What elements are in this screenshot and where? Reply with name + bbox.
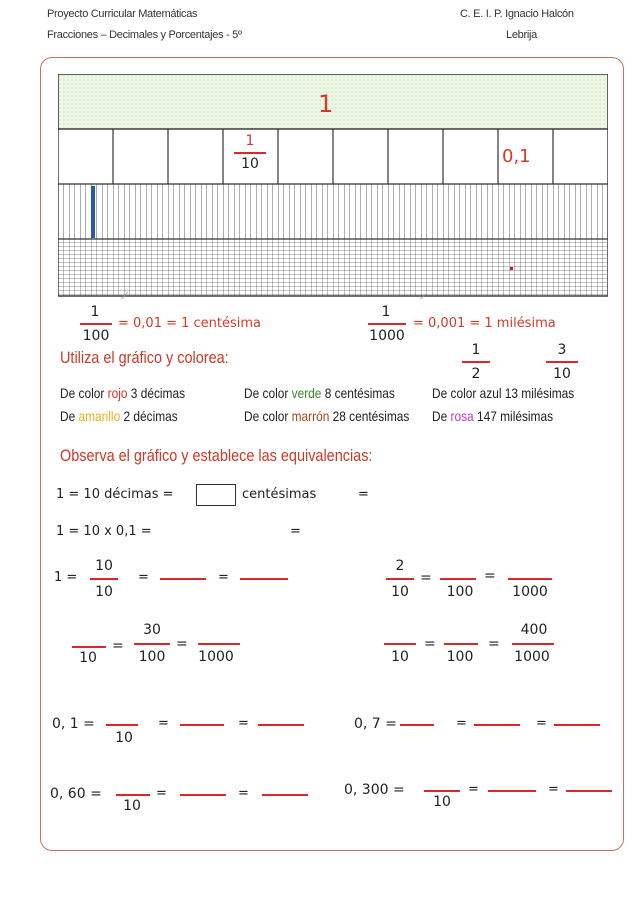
task-pink: De rosa 147 milésimas <box>432 408 554 424</box>
unit-label: 1 <box>318 90 334 118</box>
one-equals: 1 = <box>54 570 78 585</box>
eq-c3: = <box>456 716 467 731</box>
four-hundred-numerator: 400 <box>520 622 548 638</box>
den-10-c: 10 <box>115 730 133 746</box>
four-hundred-denominator: 1000 <box>514 649 550 665</box>
section-title-color: Utiliza el gráfico y colorea: <box>60 348 229 367</box>
eq-c4: = <box>536 716 547 731</box>
blank-c1[interactable] <box>106 724 138 726</box>
blank-b2[interactable] <box>198 643 240 645</box>
ten-tenths-bar <box>90 578 118 580</box>
eq-d2: = <box>238 786 249 801</box>
header-left-line2: Fracciones – Decimales y Porcentajes - 5º <box>47 29 242 41</box>
blank-a3[interactable] <box>440 578 476 580</box>
eq1-left: 1 = 10 décimas = <box>56 487 174 502</box>
eq-a2: = <box>218 570 229 585</box>
blank-d2[interactable] <box>180 794 226 796</box>
three-tenths-fraction-bar <box>546 361 578 363</box>
three-tenths-denominator: 10 <box>553 366 571 382</box>
eq-b4: = <box>488 636 500 652</box>
den-10-b: 10 <box>79 650 97 666</box>
eq1-mid: centésimas <box>242 487 317 502</box>
answer-box[interactable] <box>196 484 236 506</box>
header-right-line1: C. E. I. P. Ignacio Halcón <box>460 8 574 20</box>
blank-d3[interactable] <box>262 794 308 796</box>
den-10-d2: 10 <box>433 794 451 810</box>
section-title-equivalences: Observa el gráfico y establece las equivalencias: <box>60 446 373 465</box>
eq-a4: = <box>484 568 496 584</box>
three-tenths-numerator: 3 <box>557 342 567 358</box>
header-right-line2: Lebrija <box>506 29 537 41</box>
blank-b3[interactable] <box>384 643 416 645</box>
hundredth-denominator: 100 <box>82 328 110 344</box>
decimal-0-60: 0, 60 = <box>50 786 102 802</box>
half-numerator: 1 <box>471 342 481 358</box>
tenth-denominator: 10 <box>241 156 259 172</box>
eq-d3: = <box>468 782 479 797</box>
eq-d4: = <box>548 782 559 797</box>
den-100-a: 100 <box>446 584 474 600</box>
eq-d1: = <box>156 786 167 801</box>
blank-d1[interactable] <box>116 794 150 796</box>
thirty-hundredths-denominator: 100 <box>138 649 166 665</box>
eq-c1: = <box>158 716 169 731</box>
task-yellow: De amarillo 2 décimas <box>60 408 178 424</box>
thousandth-text: = 0,001 = 1 milésima <box>413 316 556 331</box>
two-tenths-numerator: 2 <box>395 558 405 574</box>
task-green: De color verde 8 centésimas <box>244 385 395 401</box>
blank-c6[interactable] <box>554 724 600 726</box>
blank-c3[interactable] <box>258 724 304 726</box>
ten-tenths-numerator: 10 <box>95 558 113 574</box>
hundredth-numerator: 1 <box>90 304 100 320</box>
eq1-right: = <box>358 487 369 502</box>
tenth-decimal: 0,1 <box>502 146 531 167</box>
ten-tenths-denominator: 10 <box>95 584 113 600</box>
blank-c5[interactable] <box>474 724 520 726</box>
eq-a3: = <box>420 570 432 586</box>
blank-d6[interactable] <box>566 790 612 792</box>
four-hundred-bar <box>512 643 554 645</box>
hundredth-fraction-bar <box>80 323 112 325</box>
blank-d4[interactable] <box>424 790 460 792</box>
two-tenths-denominator: 10 <box>391 584 409 600</box>
blank-a4[interactable] <box>508 578 552 580</box>
eq-b1: = <box>112 638 124 654</box>
thousandth-numerator: 1 <box>381 304 391 320</box>
eq-c2: = <box>238 716 249 731</box>
eq-b2: = <box>176 636 188 652</box>
eq2-right: = <box>290 524 301 539</box>
tenth-fraction-bar <box>234 152 266 154</box>
half-fraction-bar <box>462 361 490 363</box>
task-red: De color rojo 3 décimas <box>60 385 186 401</box>
blank-b1[interactable] <box>72 646 106 648</box>
tenth-numerator: 1 <box>245 133 255 149</box>
thousandth-fraction-bar <box>368 323 406 325</box>
blank-b4[interactable] <box>444 643 478 645</box>
two-tenths-bar <box>386 578 414 580</box>
blank-a1[interactable] <box>160 578 206 580</box>
thirty-hundredths-numerator: 30 <box>143 622 161 638</box>
header-left-line1: Proyecto Curricular Matemáticas <box>47 8 198 20</box>
decimal-0-7: 0, 7 = <box>354 716 397 732</box>
red-dot-marker <box>510 267 513 270</box>
den-1000-a: 1000 <box>512 584 548 600</box>
blank-d5[interactable] <box>488 790 536 792</box>
hundredth-text: = 0,01 = 1 centésima <box>118 316 262 331</box>
den-1000-b: 1000 <box>198 649 234 665</box>
eq2-left: 1 = 10 x 0,1 = <box>56 524 152 539</box>
thousandth-denominator: 1000 <box>369 328 405 344</box>
den-100-b: 100 <box>446 649 474 665</box>
half-denominator: 2 <box>471 366 481 382</box>
den-10-d: 10 <box>123 798 141 814</box>
decimal-0-300: 0, 300 = <box>344 782 405 798</box>
thirty-hundredths-bar <box>134 643 170 645</box>
blank-a2[interactable] <box>240 578 288 580</box>
task-blue: De color azul 13 milésimas <box>432 385 575 401</box>
decimal-0-1: 0, 1 = <box>52 716 95 732</box>
blue-highlight-bar <box>91 186 95 238</box>
eq-a1: = <box>138 570 149 585</box>
den-10-b2: 10 <box>391 649 409 665</box>
eq-b3: = <box>424 636 436 652</box>
task-brown: De color marrón 28 centésimas <box>244 408 410 424</box>
blank-c4[interactable] <box>400 724 434 726</box>
blank-c2[interactable] <box>180 724 224 726</box>
